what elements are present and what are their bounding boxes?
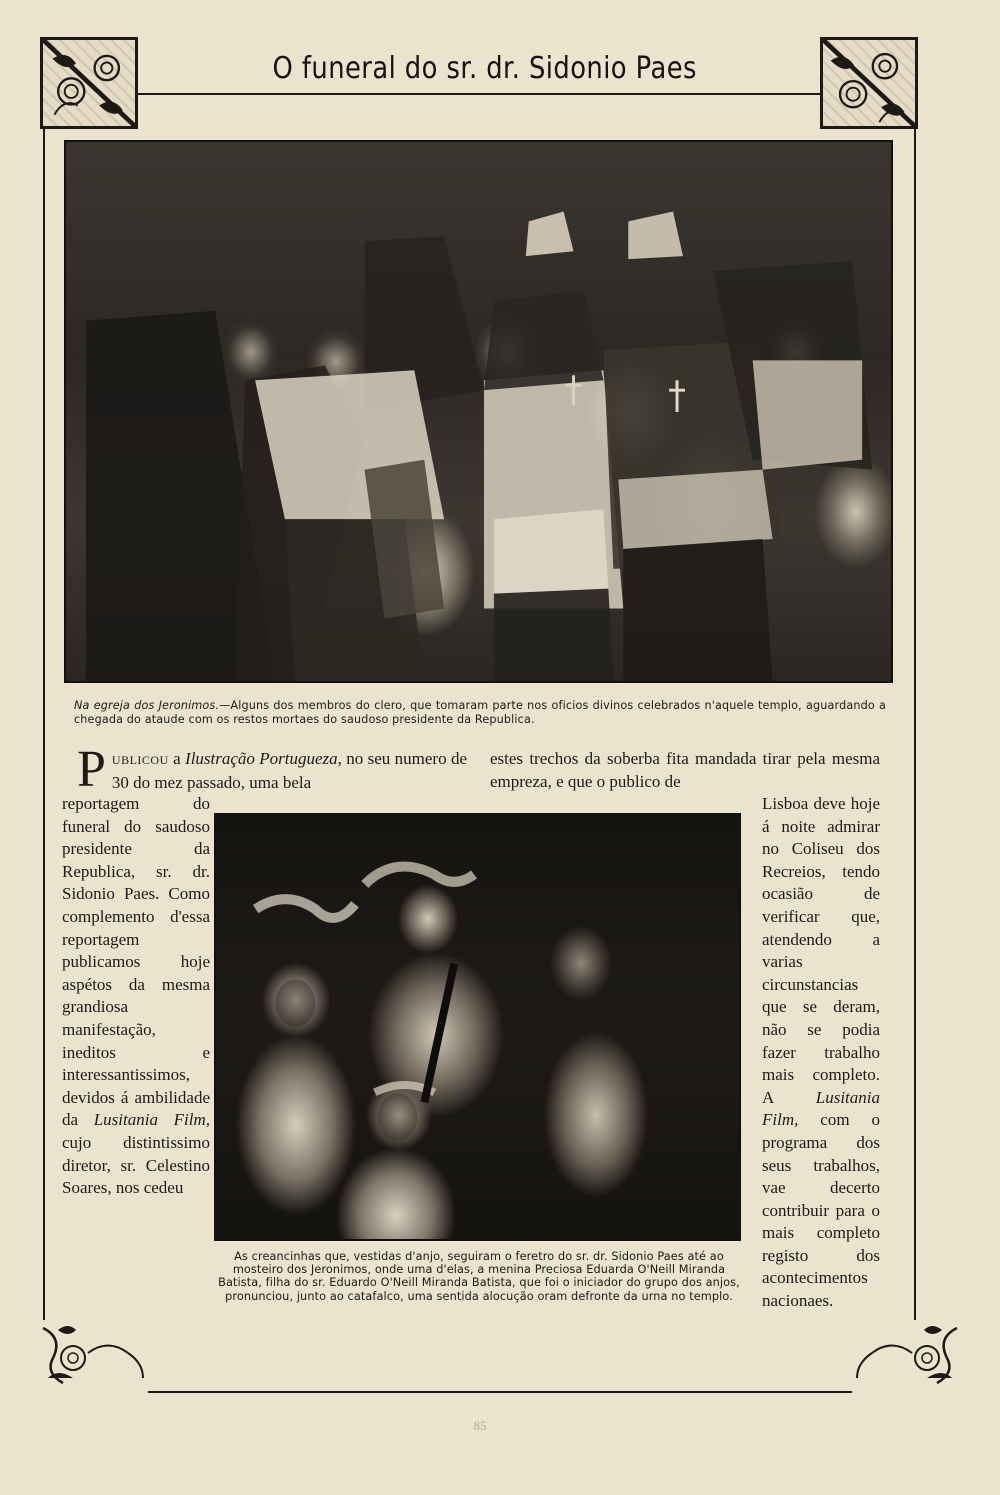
article-column-right	[762, 793, 880, 1313]
caption-text: —Alguns dos membros do clero, que tomaram parte nos oficios divinos celebrados n'aquele templo, aguardando a chegada do ataude com os restos mortaes do saudoso presidente da Republica.	[74, 699, 887, 726]
photo-caption-bottom: As creancinhas que, vestidas d'anjo, seguiram o feretro do sr. dr. Sidonio Paes até ao mosteiro dos Jeronimos, onde uma d'elas, a menina Preciosa Eduarda O'Neill Miranda Batista, filha do sr. Eduardo O'Neill Miranda Batista, que foi o iniciador do grupo dos anjos, pronunciou, junto ao catafalco, uma sentida alocução oram defronte da urna no templo.	[218, 1250, 740, 1303]
article-lead-right	[490, 748, 880, 793]
floral-ornament-icon	[820, 37, 918, 129]
right-lead-text: estes trechos da soberba fita mandada tirar pela mesma empreza, e que o publico de	[490, 749, 880, 791]
lead-a: a	[173, 749, 181, 768]
article-column-left	[62, 793, 210, 1200]
left-column-text-1: reportagem do funeral do saudoso presidente da Republica, sr. dr. Sidonio Paes. Como complemento d'essa reportagem publicamos hoje aspétos da mesma grandiosa manifestação, ineditos e interessantissimos, devidos á ambilidade da	[62, 794, 210, 1130]
frame-right-line	[914, 128, 916, 1320]
right-column-italic: Lusitania Film,	[762, 1087, 880, 1130]
clergy-photograph	[64, 140, 893, 683]
lead-rest: no seu numero de 30 do mez passado, uma bela	[111, 749, 467, 792]
scroll-ornament-icon	[852, 1318, 962, 1388]
right-column-text-1: Lisboa deve hoje á noite admirar no Coliseu dos Recreios, tendo ocasião de verificar que, atendendo a varias circunstancias que se deram, não se podia fazer trabalho mais completo. A	[762, 794, 880, 1107]
frame-left-line	[43, 128, 45, 1320]
page-title-text: O funeral do sr. dr. Sidonio Paes	[272, 50, 698, 86]
drop-cap: P	[77, 741, 106, 798]
page-title	[150, 40, 820, 96]
caption-lead: Na egreja dos Jeronimos.	[74, 699, 220, 712]
photo-caption-top	[74, 699, 886, 727]
lead-smallcaps: UBLICOU	[111, 753, 169, 767]
floral-ornament-icon	[40, 37, 138, 129]
page-number: 85	[473, 1418, 487, 1433]
lead-italic: Ilustração Portugueza,	[185, 749, 342, 768]
left-column-text-2: cujo distintissimo diretor, sr. Celestino Soares, nos cedeu	[62, 1132, 210, 1198]
left-column-italic: Lusitania Film,	[93, 1110, 210, 1130]
scroll-ornament-icon	[38, 1318, 148, 1388]
right-column-text-2: com o programa dos seus trabalhos, vae decerto contribuir para o mais completo registo dos acontecimentos nacionaes.	[762, 1110, 880, 1311]
article-lead-left	[77, 741, 467, 798]
angels-photograph	[214, 813, 741, 1241]
frame-bottom-line	[148, 1391, 852, 1393]
